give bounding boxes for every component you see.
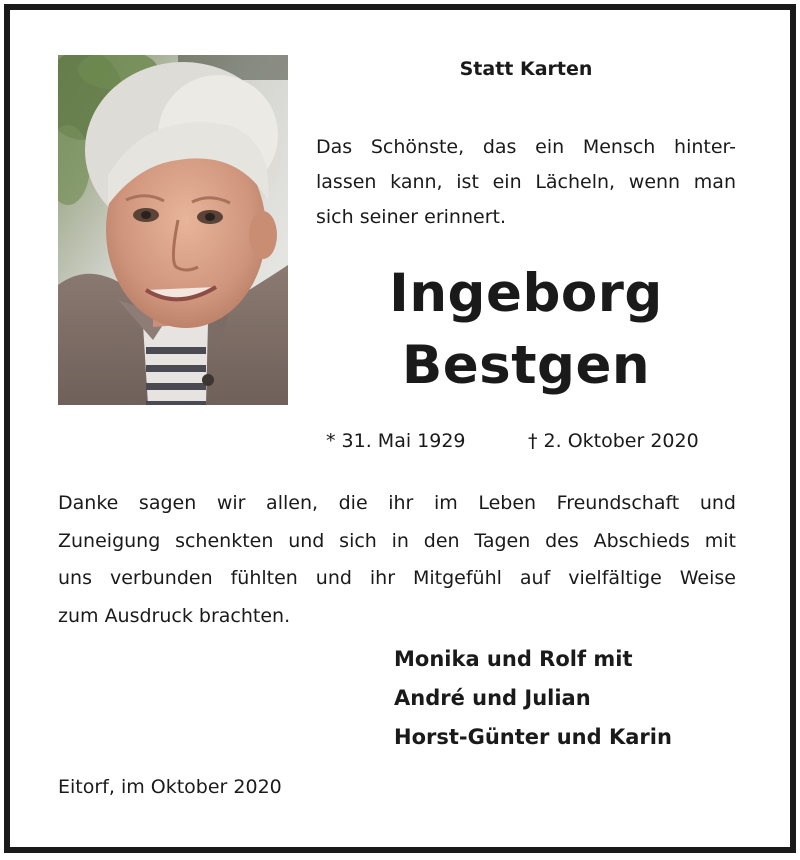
birth-date: * 31. Mai 1929 [326,430,466,452]
body-line: zum Ausdruck brachten. [58,604,291,627]
thank-you-text [58,485,736,635]
quote-line: Das Schönste, das ein Mensch hinter- [316,136,736,158]
body-line: Zuneigung schenkten und sich in den Tagen des Abschieds mit [58,529,736,552]
place-and-date: Eitorf, im Oktober 2020 [58,776,282,798]
body-line: Danke sagen wir allen, die ihr im Leben Freundschaft und [58,492,736,514]
quote-line: sich seiner erinnert. [316,206,507,228]
statt-karten-heading: Statt Karten [459,58,593,80]
portrait-photo [58,55,288,405]
death-date: † 2. Oktober 2020 [528,430,699,452]
first-name: Ingeborg [389,263,663,324]
signer-line: Monika und Rolf mit [394,647,633,671]
signers [394,640,754,757]
quote-line: lassen kann, ist ein Lächeln, wenn man [316,171,736,193]
body-line: uns verbunden fühlten und ihr Mitgefühl auf vielfältige Weise [58,567,736,589]
memorial-quote [316,130,736,235]
signer-line: Horst-Günter und Karin [394,725,672,749]
last-name: Bestgen [401,335,651,396]
signer-line: André und Julian [394,686,591,710]
deceased-name [316,258,736,402]
